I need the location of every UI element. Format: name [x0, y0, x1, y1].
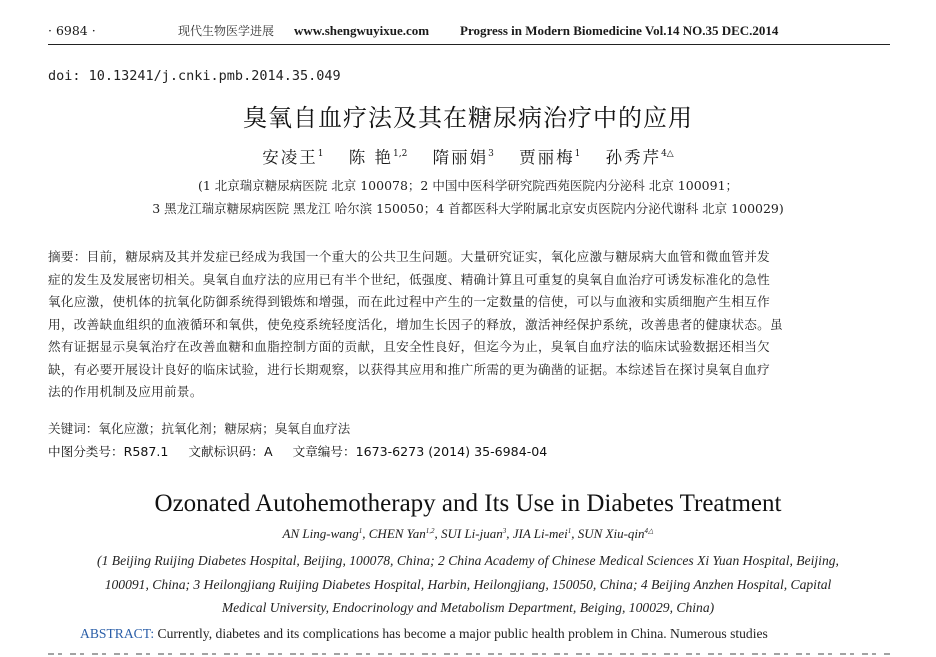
- journal-name-cn: 现代生物医学进展: [178, 24, 275, 38]
- abstract-cn-line: 症的发生及发展密切相关。臭氧自血疗法的应用已有半个世纪，低强度、精确计算且可重复的臭氧自血治疗可诱发标准化的急性: [48, 271, 771, 287]
- author-cn: 贾丽梅$^1$: [519, 148, 581, 167]
- article-number: 文章编号：1673-6273 (2014) 35-6984-04: [292, 444, 548, 459]
- affiliation-en-line: Medical University, Endocrinology and Metabolism Department, Beiging, 100029, China): [221, 600, 715, 615]
- classification-line: [48, 441, 547, 460]
- doi[interactable]: doi: 10.13241/j.cnki.pmb.2014.35.049: [48, 68, 341, 84]
- author-cn: 隋丽娟$^3$: [432, 148, 494, 167]
- abstract-cn: [48, 246, 890, 404]
- affiliation-en-line: 100091, China; 3 Heilongjiang Ruijing Diabetes Hospital, Harbin, Heilongjiang, 150050, China; 4 Beijing Anzhen Hospital, Capital: [104, 577, 832, 592]
- affiliation-cn-line: (1 北京瑞京糖尿病医院 北京 100078；2 中国中医科学研究院西苑医院内分泌科 北京 100091；: [197, 178, 739, 193]
- cropped-text-line: [48, 650, 890, 657]
- author-en: CHEN Yan$^{1,2}$,: [368, 526, 441, 541]
- abstract-cn-line: 缺，有必要开展设计良好的临床试验，进行长期观察，以获得其应用和推广所需的更为确凿的证据。本综述旨在探讨臭氧自血疗: [48, 361, 771, 377]
- clc-number: 中图分类号：R587.1: [48, 444, 169, 459]
- author-cn: 陈 艳$^{1,2}$: [348, 148, 408, 167]
- page-number: · 6984 ·: [48, 23, 96, 38]
- author-en: SUI Li-juan$^3$,: [440, 526, 513, 541]
- abstract-cn-line: 法的作用机制及应用前景。: [48, 384, 203, 399]
- author-en: SUN Xiu-qin$^{4\triangle}$: [577, 526, 654, 541]
- document-code: 文献标识码：A: [188, 444, 273, 459]
- abstract-cn-line: 氧化应激，使机体的抗氧化防御系统得到锻炼和增强，而在此过程中产生的一定数量的信使，可以与血液和实质细胞产生相互作: [48, 294, 771, 309]
- abstract-en-label: ABSTRACT:: [80, 626, 155, 641]
- abstract-cn-line: 然有证据显示臭氧治疗在改善血糖和血脂控制方面的贡献，且安全性良好，但迄今为止，臭氧自血疗法的临床试验数据还相当欠: [48, 339, 771, 354]
- author-en: AN Ling-wang$^1$,: [282, 526, 369, 541]
- abstract-cn-line: 摘要：目前，糖尿病及其并发症已经成为我国一个重大的公共卫生问题。大量研究证实，氧化应激与糖尿病大血管和微血管并发: [48, 249, 771, 264]
- journal-url[interactable]: www.shengwuyixue.com: [294, 23, 430, 38]
- affiliation-cn-line: 3 黑龙江瑞京糖尿病医院 黑龙江 哈尔滨 150050；4 首都医科大学附属北京安贞医院内分泌代谢科 北京 100029): [152, 201, 784, 216]
- running-header: [48, 20, 890, 42]
- abstract-cn-line: 用，改善缺血组织的血液循环和氧供，使免疫系统轻度活化，增加生长因子的释放，激活神经保护系统，改善患者的健康状态。虽: [48, 316, 783, 332]
- abstract-en: [80, 626, 880, 642]
- affiliation-en-line: (1 Beijing Ruijing Diabetes Hospital, Beijing, 100078, China; 2 China Academy of Chinese Medical Sciences Xi Yuan Hospital, Beijing,: [97, 553, 839, 568]
- author-cn: 安凌王$^1$: [262, 148, 324, 167]
- author-list-cn: [0, 144, 936, 168]
- header-divider: [48, 44, 890, 45]
- abstract-en-text: Currently, diabetes and its complications has become a major public health problem in China. Numerous studies: [154, 626, 768, 641]
- journal-name-en: Progress in Modern Biomedicine Vol.14 NO.35 DEC.2014: [460, 23, 779, 38]
- article-title-en: Ozonated Autohemotherapy and Its Use in Diabetes Treatment: [154, 490, 782, 517]
- article-title-cn: 臭氧自血疗法及其在糖尿病治疗中的应用: [243, 104, 693, 132]
- keywords-cn: 关键词：氧化应激；抗氧化剂；糖尿病；臭氧自血疗法: [48, 421, 351, 436]
- author-en: JIA Li-mei$^1$,: [512, 526, 578, 541]
- author-cn: 孙秀芹$^{4\triangle}$: [605, 148, 674, 167]
- author-list-en: [0, 526, 936, 542]
